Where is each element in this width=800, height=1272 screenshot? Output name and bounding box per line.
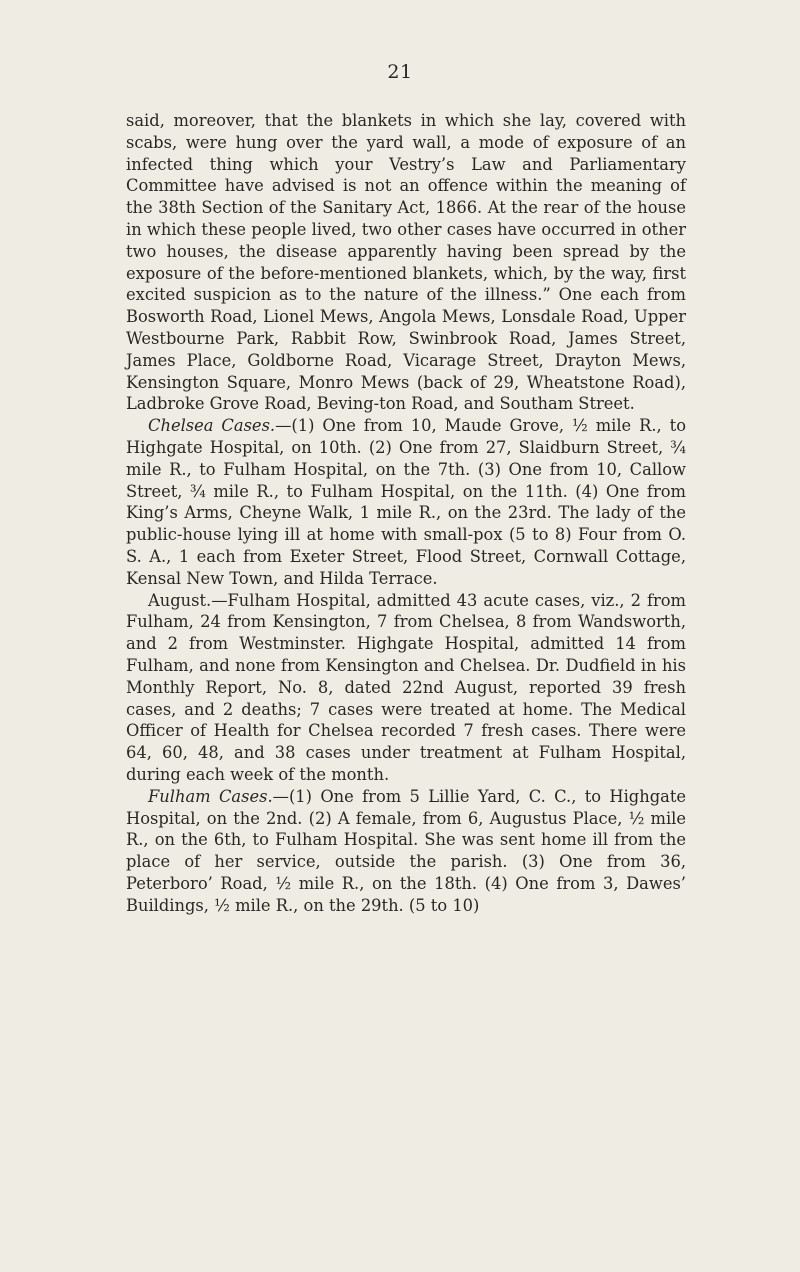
- paragraph-text: said, moreover, that the blankets in which she lay, covered with scabs, were hung over the yard wall, a mode of exposure of an infected thing which your Vestry’s Law and Parliamentary Committee have advised is not an offence within the meaning of the 38th Section of the Sanitary Act, 1866. At the rear of the house in which these people lived, two other cases have occurred in other two houses, the disease apparently having been spread by the exposure of the before-mentioned blankets, which, by the way, first excited suspicion as to the nature of the illness.” One each from Bosworth Road, Lionel Mews, Angola Mews, Lonsdale Road, Upper Westbourne Park, Rabbit Row, Swinbrook Road, James Street, James Place, Goldborne Road, Vicarage Street, Drayton Mews, Kensington Square, Monro Mews (back of 29, Wheatstone Road), Ladbroke Grove Road, Beving-ton Road, and Southam Street.: [126, 111, 686, 414]
- page-number: 21: [387, 61, 413, 83]
- paragraph-text: —(1) One from 5 Lillie Yard, C. C., to Highgate Hospital, on the 2nd. (2) A female, from 6, Augustus Place, ½ mile R., on the 6th, to Fulham Hospital. She was sent home ill from the place of her service, outside the parish. (3) One from 36, Peterboro’ Road, ½ mile R., on the 18th. (4) One from 3, Dawes’ Buildings, ½ mile R., on the 29th. (5 to 10): [126, 786, 687, 915]
- paragraph-fulham-cases: [126, 786, 686, 917]
- section-heading-chelsea: Chelsea Cases.: [148, 416, 276, 436]
- body-text: [126, 110, 686, 916]
- paragraph-smallpox-cases: [126, 110, 686, 415]
- paragraph-august: [126, 590, 686, 786]
- paragraph-text: August.—Fulham Hospital, admitted 43 acute cases, viz., 2 from Fulham, 24 from Kensington, 7 from Chelsea, 8 from Wandsworth, and 2 from Westminster. Highgate Hospital, admitted 14 from Fulham, and none from Kensington and Chelsea. Dr. Dudfield in his Monthly Report, No. 8, dated 22nd August, reported 39 fresh cases, and 2 deaths; 7 cases were treated at home. The Medical Officer of Health for Chelsea recorded 7 fresh cases. There were 64, 60, 48, and 38 cases under treatment at Fulham Hospital, during each week of the month.: [126, 590, 686, 784]
- paragraph-chelsea-cases: [126, 415, 686, 589]
- paragraph-text: —(1) One from 10, Maude Grove, ½ mile R., to Highgate Hospital, on 10th. (2) One from 27, Slaidburn Street, ¾ mile R., to Fulham Hospital, on the 7th. (3) One from 10, Callow Street, ¾ mile R., to Fulham Hospital, on the 11th. (4) One from King’s Arms, Cheyne Walk, 1 mile R., on the 23rd. The lady of the public-house lying ill at home with small-pox (5 to 8) Four from O. S. A., 1 each from Exeter Street, Flood Street, Cornwall Cottage, Kensal New Town, and Hilda Terrace.: [126, 416, 687, 588]
- section-heading-fulham: Fulham Cases.: [148, 786, 273, 806]
